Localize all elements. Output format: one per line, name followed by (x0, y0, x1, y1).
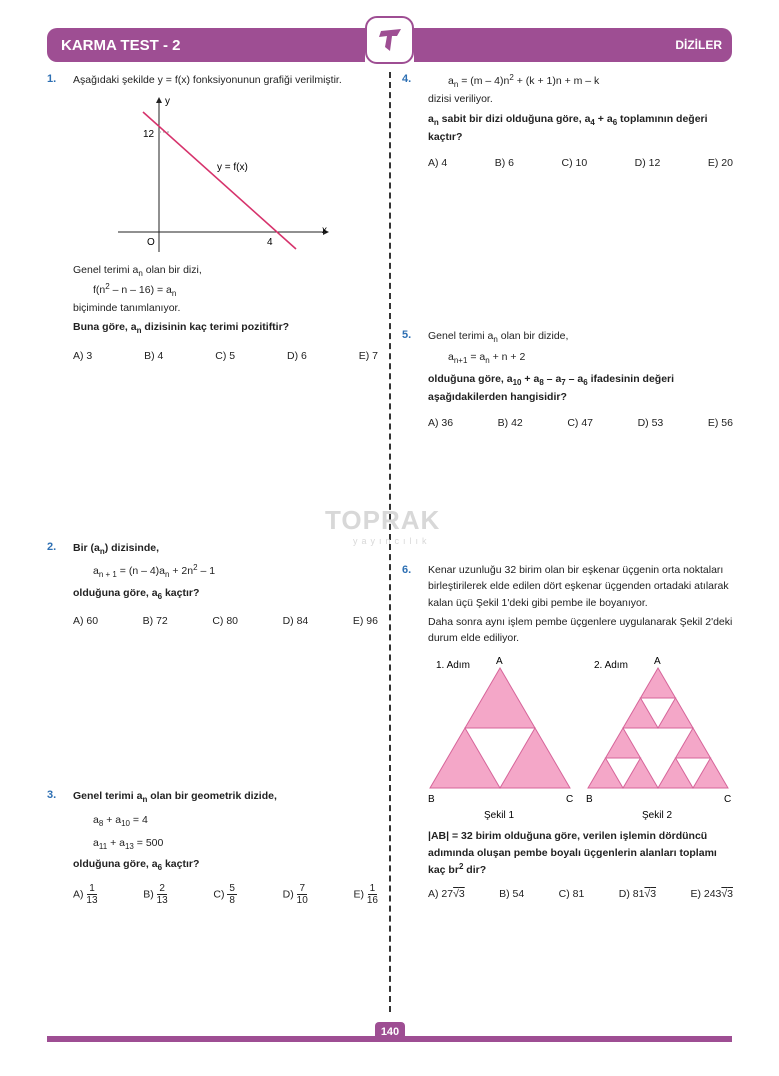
fig1-vertex-c: C (566, 794, 574, 806)
fig1-vertex-a: A (496, 656, 503, 668)
topic-title: DİZİLER (675, 38, 722, 52)
q3-options (73, 883, 378, 906)
question-4 (428, 72, 733, 172)
graph-line (143, 112, 296, 249)
option-d[interactable]: D) 53 (637, 417, 664, 430)
option-c[interactable]: C) $\frac{5}{8}$ (213, 882, 235, 906)
fig1-step-label: 1. Adım (436, 660, 470, 672)
q1-options (73, 348, 378, 364)
footer-line-right (405, 1036, 732, 1042)
fig2-caption: Şekil 2 (642, 810, 673, 822)
option-a[interactable]: A) 36 (428, 417, 454, 430)
option-c[interactable]: C) 47 (567, 417, 594, 430)
fig1-caption: Şekil 1 (484, 810, 515, 822)
q6-options (428, 886, 733, 902)
q1-graph (113, 92, 343, 252)
question-5 (428, 328, 733, 432)
option-b[interactable]: B) $\frac{2}{13}$ (143, 882, 168, 906)
sqrt-icon: √3 (644, 888, 657, 901)
footer-line-left (47, 1036, 375, 1042)
fig1-vertex-b: B (428, 794, 435, 806)
origin-label: O (147, 237, 155, 249)
fig2-vertex-c: C (724, 794, 732, 806)
option-b[interactable]: B) 6 (494, 157, 515, 170)
q3-eq1: $a_8 + a_{10} = 4$ (93, 814, 148, 829)
watermark-brand: TOPRAK (325, 505, 441, 535)
question-2 (73, 540, 378, 629)
fig2-step-label: 2. Adım (594, 660, 628, 672)
option-d[interactable]: D) 12 (634, 157, 661, 170)
option-a[interactable]: A) 27√3 (428, 888, 465, 901)
option-c[interactable]: C) 81 (558, 888, 585, 901)
option-a[interactable]: A) $\frac{1}{13}$ (73, 882, 98, 906)
option-b[interactable]: B) 4 (144, 349, 164, 362)
q2-question: olduğuna göre, $a_6$ kaçtır? (73, 586, 200, 601)
fig2-vertex-b: B (586, 794, 593, 806)
option-a[interactable]: A) 4 (428, 157, 448, 170)
q1-intro: Aşağıdaki şekilde y = f(x) fonksiyonunun grafiği verilmiştir. (73, 74, 342, 86)
option-c[interactable]: C) 5 (215, 349, 236, 362)
q4-line2: dizisi veriliyor. (428, 93, 493, 106)
option-b[interactable]: B) 42 (497, 417, 523, 430)
q5-equation: $a_{n+1} = a_n + n + 2$ (448, 351, 526, 366)
q6-number: 6. (402, 564, 412, 576)
option-e[interactable]: E) 96 (352, 615, 378, 628)
topic-title-bar (414, 28, 732, 62)
q5-options (428, 415, 733, 431)
q3-eq2: $a_{11} + a_{13} = 500$ (93, 836, 164, 851)
option-c[interactable]: C) 80 (212, 615, 239, 628)
option-e[interactable]: E) 20 (707, 157, 733, 170)
q2-equation: $a_{n + 1} = (n - 4)a_n + 2n^2 - 1$ (93, 563, 216, 580)
option-e[interactable]: E) 243√3 (690, 888, 733, 901)
q3-line1: Genel terimi $a_n$ olan bir geometrik dizide, (73, 790, 277, 804)
q1-number: 1. (47, 73, 57, 85)
option-c[interactable]: C) 10 (561, 157, 588, 170)
q5-question: olduğuna göre, $a_{10} + a_8 - a_7 - a_6$ ifadesinin değeri aşağıdakilerden hangisidir? (428, 372, 675, 404)
option-e[interactable]: E) 7 (358, 349, 378, 362)
x-tick-label: 4 (267, 237, 273, 249)
q4-options (428, 155, 733, 171)
q2-options (73, 613, 378, 629)
question-3 (73, 788, 378, 906)
q3-question: olduğuna göre, $a_6$ kaçtır? (73, 858, 200, 873)
q4-number: 4. (402, 73, 412, 85)
question-1 (73, 72, 378, 364)
test-title-bar (47, 28, 365, 62)
sqrt-icon: √3 (453, 888, 465, 901)
curve-label: y = f(x) (217, 162, 248, 174)
option-b[interactable]: B) 72 (142, 615, 168, 628)
q2-number: 2. (47, 541, 57, 553)
option-d[interactable]: D) 6 (287, 349, 307, 362)
publisher-logo (365, 16, 414, 64)
fig2-vertex-a: A (654, 656, 661, 668)
option-a[interactable]: A) 3 (73, 349, 93, 362)
option-d[interactable]: D) 84 (282, 615, 309, 628)
option-e[interactable]: E) $\frac{1}{16}$ (353, 882, 378, 906)
test-title: KARMA TEST - 2 (61, 36, 181, 54)
q1-question: Buna göre, $a_n$ dizisinin kaç terimi pozitiftir? (73, 321, 290, 336)
option-b[interactable]: B) 54 (499, 888, 525, 901)
figure-2 (586, 656, 731, 821)
q6-figures (428, 652, 733, 824)
q3-number: 3. (47, 789, 57, 801)
q4-question: $a_n$ sabit bir dizi olduğuna göre, $a_4 + a_6$ toplamının değeri kaçtır? (428, 112, 708, 144)
q5-line1: Genel terimi $a_n$ olan bir dizide, (428, 330, 569, 344)
q1-line1: Genel terimi $a_n$ olan bir dizi, (73, 264, 202, 279)
q6-paragraph-2: Daha sonra aynı işlem pembe üçgenlere uygulanarak Şekil 2'deki durum elde ediliyor. (428, 615, 733, 645)
question-6 (428, 562, 733, 902)
option-d[interactable]: D) $\frac{7}{10}$ (282, 882, 308, 906)
q6-question: |AB| = 32 birim olduğuna göre, verilen işlemin dördüncü adımında oluşan pembe boyalı üçgenlerin alanları toplamı kaç $br^2$ dir? (428, 830, 717, 876)
q4-equation: $a_n = (m - 4)n^2 + (k + 1)n + m - k$ (448, 73, 600, 89)
q2-line1: Bir $(a_n)$ dizisinde, (73, 542, 159, 556)
y-axis-label: y (165, 96, 170, 108)
q5-number: 5. (402, 329, 412, 341)
q6-paragraph-1: Kenar uzunluğu 32 birim olan bir eşkenar üçgenin orta noktaları birleştirilerek elde edilen dört eşkenar üçgenden ortadaki atılarak kalan üçü Şekil 1'deki gibi pembe ile boyanıyor. (428, 564, 729, 609)
watermark-sub: yayıncılık (353, 536, 431, 546)
x-axis-label: x (322, 225, 327, 237)
sqrt-icon: √3 (721, 888, 733, 901)
y-tick-label: 12 (143, 129, 155, 141)
logo-icon (375, 25, 405, 55)
page-number: 140 (375, 1022, 405, 1042)
option-a[interactable]: A) 60 (73, 615, 99, 628)
q1-equation: $f(n^2 - n - 16) = a_n$ (93, 281, 177, 298)
option-e[interactable]: E) 56 (707, 417, 733, 430)
figure-1 (428, 656, 573, 821)
option-d[interactable]: D) 81√3 (618, 888, 657, 901)
q1-line3: biçiminde tanımlanıyor. (73, 302, 181, 315)
